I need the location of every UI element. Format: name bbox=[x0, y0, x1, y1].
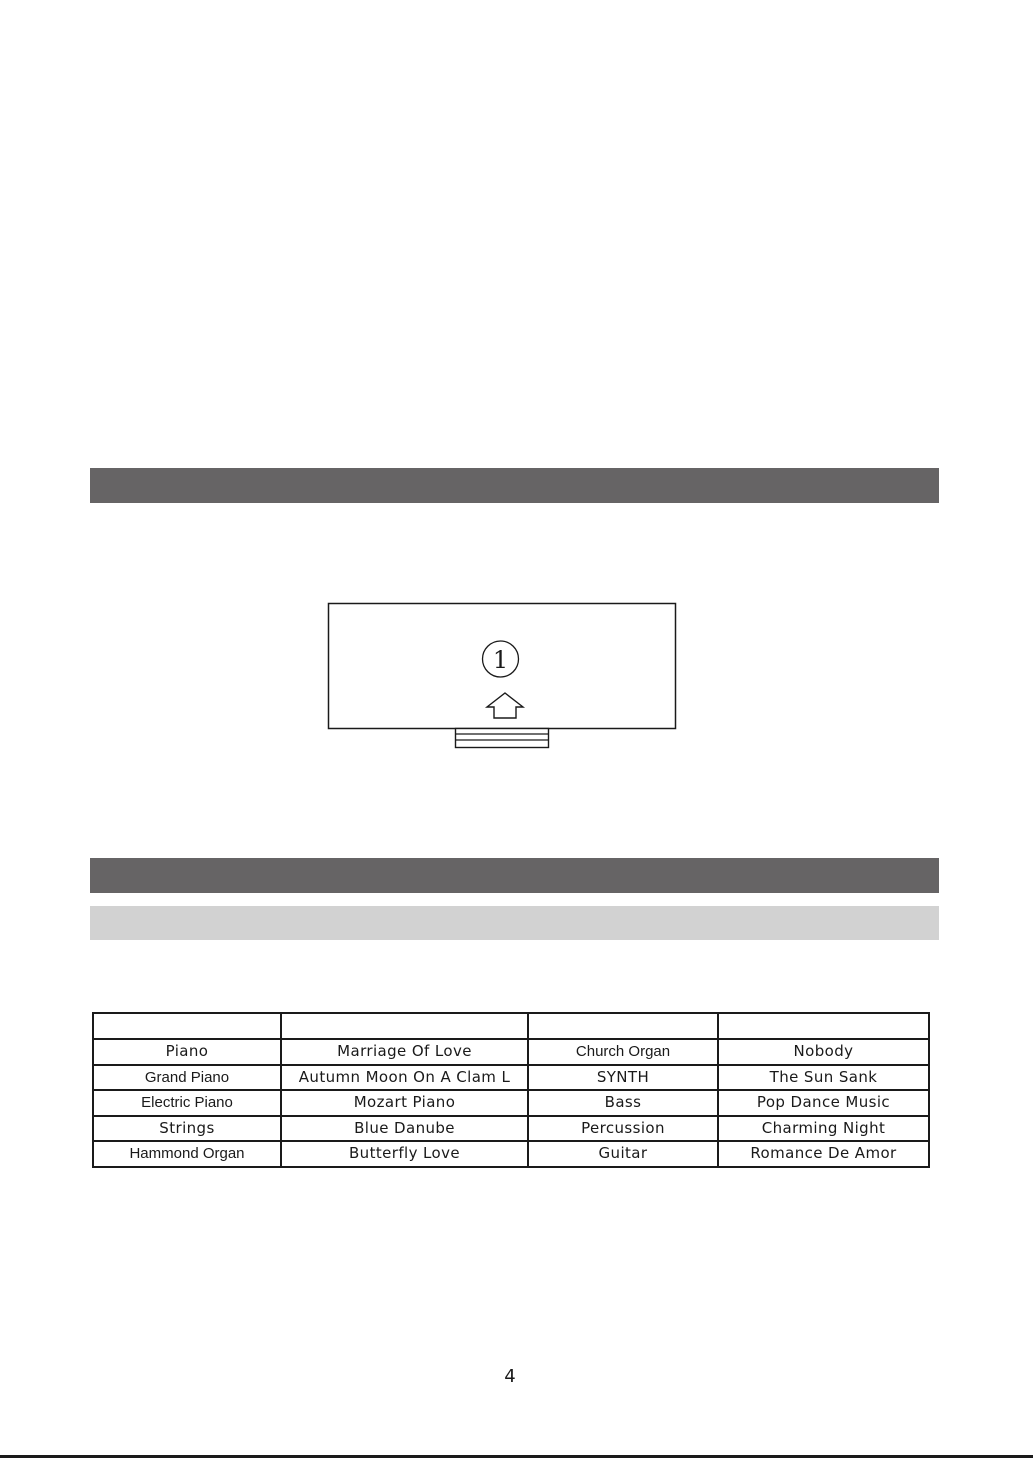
table-cell: Grand Piano bbox=[93, 1065, 281, 1091]
table-cell: Autumn Moon On A Clam L bbox=[281, 1065, 528, 1091]
page-number: 4 bbox=[504, 1366, 516, 1387]
table-cell: Percussion bbox=[528, 1116, 718, 1142]
table-cell: Mozart Piano bbox=[281, 1090, 528, 1116]
table-cell: Church Organ bbox=[528, 1039, 718, 1065]
table-cell: Charming Night bbox=[718, 1116, 929, 1142]
table-header-cell bbox=[93, 1013, 281, 1039]
tray-slot bbox=[456, 729, 549, 748]
table-row bbox=[93, 1065, 929, 1091]
table-cell: SYNTH bbox=[528, 1065, 718, 1091]
section-header-bar bbox=[90, 858, 939, 893]
table-cell: Nobody bbox=[718, 1039, 929, 1065]
table-cell: Bass bbox=[528, 1090, 718, 1116]
table-cell: Piano bbox=[93, 1039, 281, 1065]
table-cell: Electric Piano bbox=[93, 1090, 281, 1116]
up-arrow-icon bbox=[487, 693, 523, 718]
table-cell: The Sun Sank bbox=[718, 1065, 929, 1091]
callout-circle bbox=[483, 641, 519, 677]
table-cell: Butterfly Love bbox=[281, 1141, 528, 1167]
section-header-bar bbox=[90, 468, 939, 503]
subsection-header-bar bbox=[90, 906, 939, 940]
table-cell: Pop Dance Music bbox=[718, 1090, 929, 1116]
table-cell: Guitar bbox=[528, 1141, 718, 1167]
table-row bbox=[93, 1116, 929, 1142]
device-outline bbox=[329, 604, 676, 729]
callout-number: 1 bbox=[492, 646, 509, 674]
table-row bbox=[93, 1090, 929, 1116]
table-header-cell bbox=[281, 1013, 528, 1039]
table-cell: Blue Danube bbox=[281, 1116, 528, 1142]
voice-demo-table bbox=[92, 1012, 930, 1168]
table-cell: Strings bbox=[93, 1116, 281, 1142]
table-cell: Marriage Of Love bbox=[281, 1039, 528, 1065]
table-header-cell bbox=[718, 1013, 929, 1039]
table-row bbox=[93, 1039, 929, 1065]
table-cell: Romance De Amor bbox=[718, 1141, 929, 1167]
table-cell: Hammond Organ bbox=[93, 1141, 281, 1167]
table-header-cell bbox=[528, 1013, 718, 1039]
table-row bbox=[93, 1141, 929, 1167]
table-header-row bbox=[93, 1013, 929, 1039]
